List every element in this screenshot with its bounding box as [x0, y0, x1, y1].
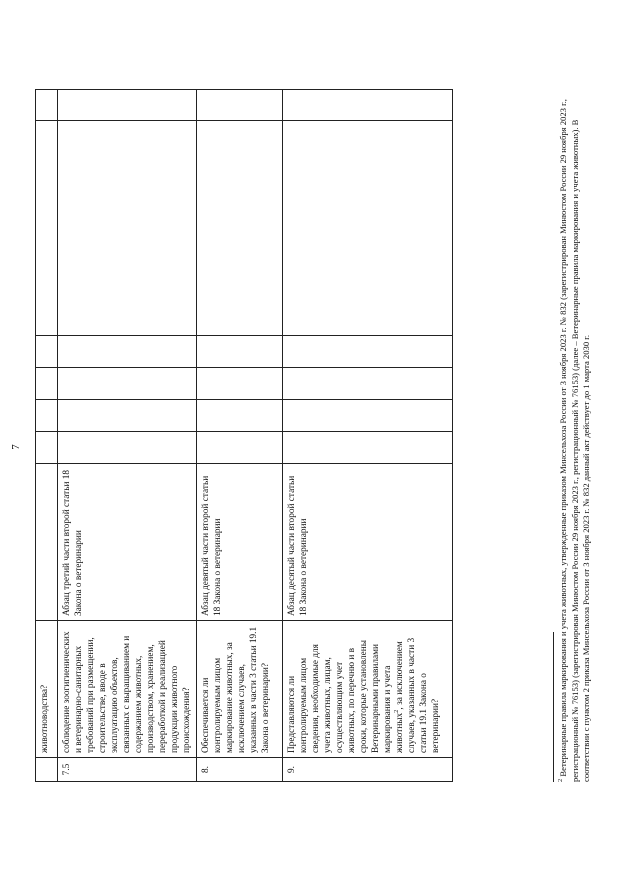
- answer-cell: [283, 368, 453, 400]
- answer-cell: [197, 400, 283, 432]
- answer-cell: [36, 336, 58, 368]
- reference-cell: Абзац третий части второй статьи 18 Закона о ветеринарии: [58, 464, 197, 621]
- footnote-mark: 2: [557, 778, 565, 782]
- page-number: 7: [10, 444, 22, 450]
- table-row: [58, 90, 197, 782]
- question-text-continued: , за исключением случаев, указанных в части 3 статьи 19.1 Закона о ветеринарии?: [395, 637, 441, 753]
- answer-cell: [283, 432, 453, 464]
- answer-cell: [58, 368, 197, 400]
- extra-cell: [36, 90, 58, 121]
- answer-cell: [283, 336, 453, 368]
- answer-cell: [36, 432, 58, 464]
- answer-cell: [197, 336, 283, 368]
- footnote: [558, 82, 593, 782]
- question-text: Представляются ли контролируемым лицом сведения, необходимые для учета животных, лицам, осуществляющим учет животных, по перечню и в сроки, которые установлены Ветеринарными правилами маркирования и учета животных: [287, 639, 405, 753]
- question-cell: Обеспечивается ли контролируемым лицом маркирование животных, за исключением случаев, указанных в части 3 статьи 19.1 Закона о ветеринарии?: [197, 621, 283, 758]
- answer-cell: [58, 400, 197, 432]
- extra-cell: [283, 90, 453, 121]
- reference-cell: Абзац девятый части второй статьи 18 Закона о ветеринарии: [197, 464, 283, 621]
- answer-cell: [197, 432, 283, 464]
- table-row: [283, 90, 453, 782]
- table-row: [197, 90, 283, 782]
- note-cell: [283, 121, 453, 336]
- footnote-divider: [553, 632, 554, 782]
- extra-cell: [58, 90, 197, 121]
- question-cell: соблюдение зоогигиенических и ветеринарно-санитарных требований при размещении, строительстве, вводе в эксплуатацию объектов, связанных с выращиванием и содержанием животных, производством, хранением, переработкой и реализацией продукции животного происхождения?: [58, 621, 197, 758]
- answer-cell: [197, 368, 283, 400]
- footnote-mark: 2: [392, 709, 400, 713]
- question-cell: животноводства?: [36, 621, 58, 758]
- reference-cell: Абзац десятый части второй статьи 18 Закона о ветеринарии: [283, 464, 453, 621]
- checklist-table: [35, 89, 453, 782]
- extra-cell: [197, 90, 283, 121]
- answer-cell: [58, 336, 197, 368]
- note-cell: [58, 121, 197, 336]
- row-number: [36, 758, 58, 782]
- question-cell: [283, 621, 453, 758]
- footnote-text: Ветеринарные правила маркирования и учета животных, утвержденные приказом Минсельхоза России от 3 ноября 2023 г. № 832 (зарегистрирован Минюстом России 29 ноября 2023 г., регистрационный № 76153) (зарегистрирован Минюстом России 29 ноября 2023 г., регистрационный № 76153) (далее – Ветеринарные правила маркирования и учета животных). В соответствии с пунктом 2 приказа Минсельхоза России от 3 ноября 2023 г. № 832 данный акт действует до 1 марта 2030 г.: [558, 99, 591, 782]
- table-row: [36, 90, 58, 782]
- answer-cell: [58, 432, 197, 464]
- row-number: 7.5: [58, 758, 197, 782]
- note-cell: [36, 121, 58, 336]
- answer-cell: [36, 368, 58, 400]
- answer-cell: [283, 400, 453, 432]
- row-number: 9.: [283, 758, 453, 782]
- answer-cell: [36, 400, 58, 432]
- row-number: 8.: [197, 758, 283, 782]
- reference-cell: [36, 464, 58, 621]
- note-cell: [197, 121, 283, 336]
